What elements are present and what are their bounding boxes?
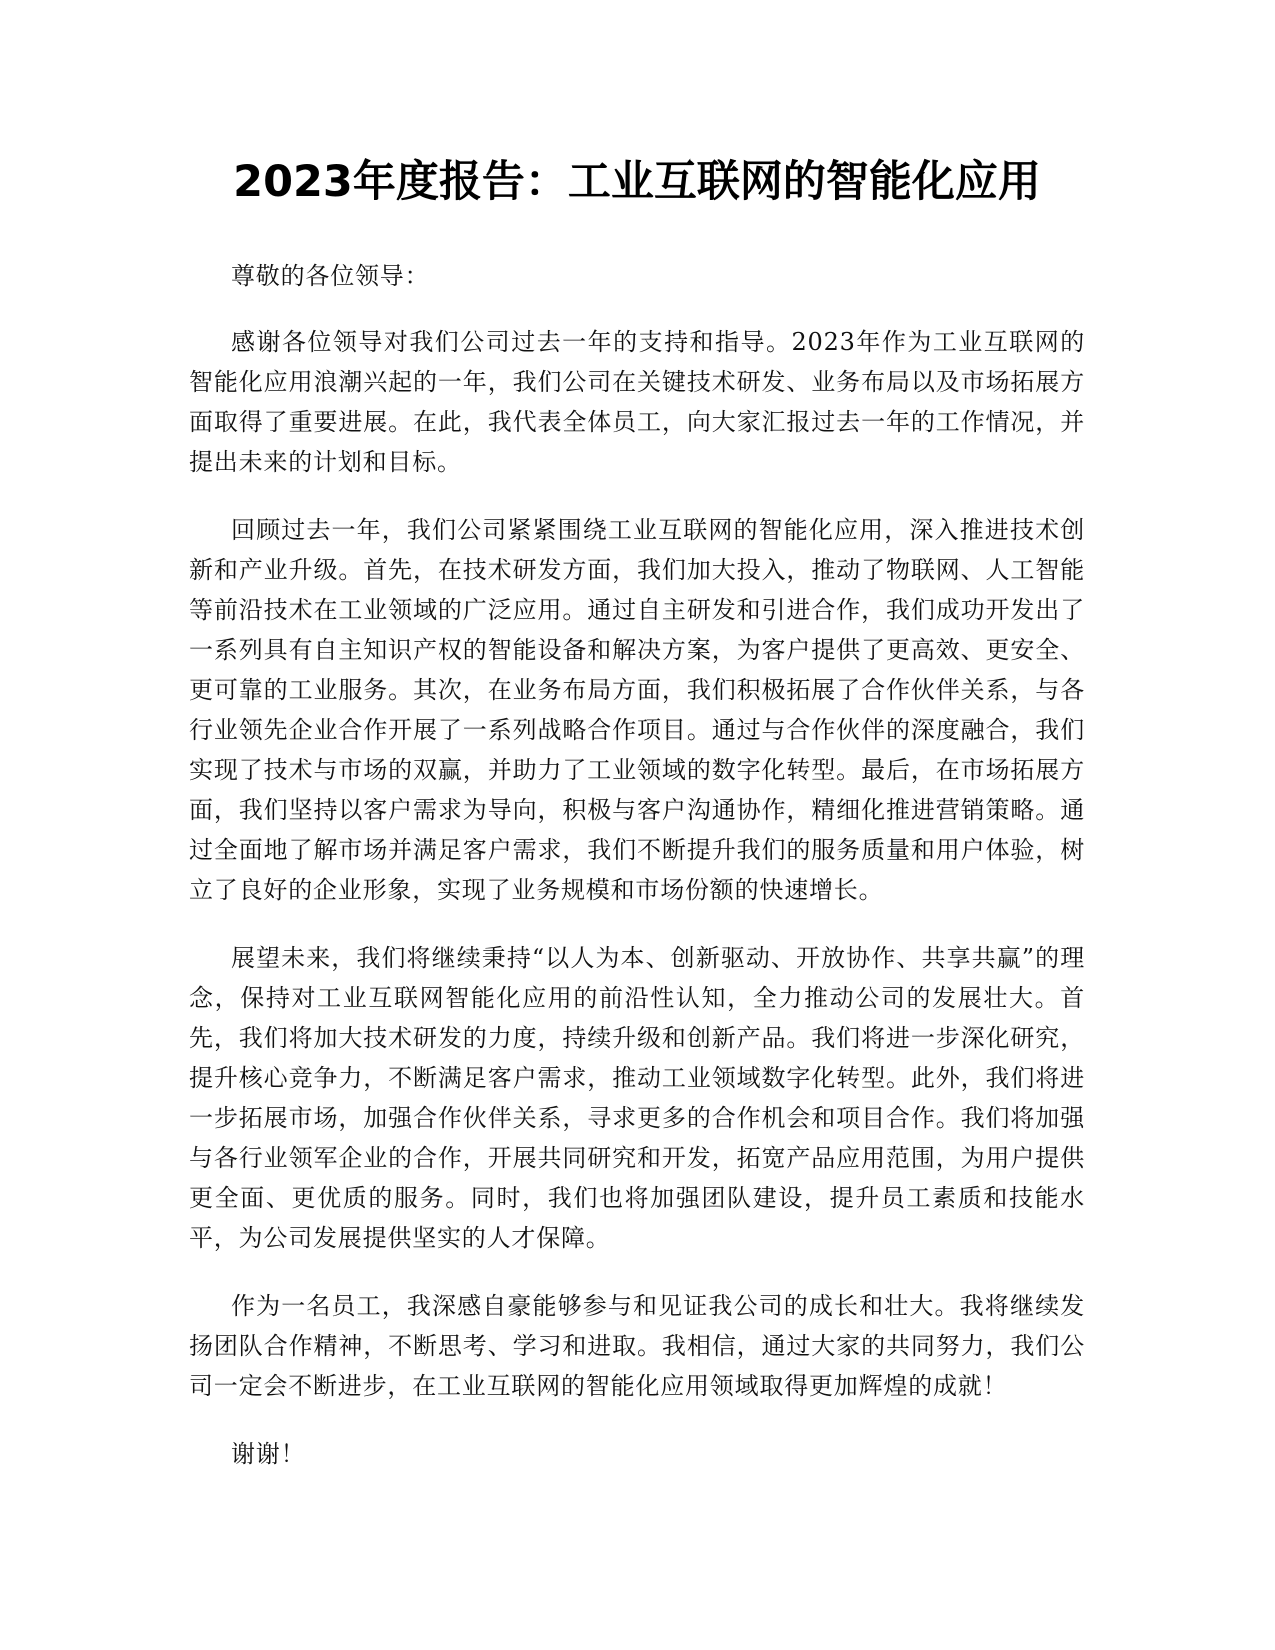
paragraph-personal: 作为一名员工，我深感自豪能够参与和见证我公司的成长和壮大。我将继续发扬团队合作精神，不断思考、学习和进取。我相信，通过大家的共同努力，我们公司一定会不断进步，在工业互联网的智能化应用领域取得更加辉煌的成就！ [189,1292,1085,1400]
greeting-line: 尊敬的各位领导： [231,262,430,290]
document-title: 2023年度报告：工业互联网的智能化应用 [233,157,1041,207]
closing-line: 谢谢！ [231,1440,306,1468]
paragraph-intro: 感谢各位领导对我们公司过去一年的支持和指导。2023年作为工业互联网的智能化应用浪潮兴起的一年，我们公司在关键技术研发、业务布局以及市场拓展方面取得了重要进展。在此，我代表全体员工，向大家汇报过去一年的工作情况，并提出未来的计划和目标。 [189,328,1085,476]
document-body [189,256,1085,1474]
paragraph-review: 回顾过去一年，我们公司紧紧围绕工业互联网的智能化应用，深入推进技术创新和产业升级。首先，在技术研发方面，我们加大投入，推动了物联网、人工智能等前沿技术在工业领域的广泛应用。通过自主研发和引进合作，我们成功开发出了一系列具有自主知识产权的智能设备和解决方案，为客户提供了更高效、更安全、更可靠的工业服务。其次，在业务布局方面，我们积极拓展了合作伙伴关系，与各行业领先企业合作开展了一系列战略合作项目。通过与合作伙伴的深度融合，我们实现了技术与市场的双赢，并助力了工业领域的数字化转型。最后，在市场拓展方面，我们坚持以客户需求为导向，积极与客户沟通协作，精细化推进营销策略。通过全面地了解市场并满足客户需求，我们不断提升我们的服务质量和用户体验，树立了良好的企业形象，实现了业务规模和市场份额的快速增长。 [189,516,1085,904]
paragraph-outlook: 展望未来，我们将继续秉持“以人为本、创新驱动、开放协作、共享共赢”的理念，保持对工业互联网智能化应用的前沿性认知，全力推动公司的发展壮大。首先，我们将加大技术研发的力度，持续升级和创新产品。我们将进一步深化研究，提升核心竞争力，不断满足客户需求，推动工业领域数字化转型。此外，我们将进一步拓展市场，加强合作伙伴关系，寻求更多的合作机会和项目合作。我们将加强与各行业领军企业的合作，开展共同研究和开发，拓宽产品应用范围，为用户提供更全面、更优质的服务。同时，我们也将加强团队建设，提升员工素质和技能水平，为公司发展提供坚实的人才保障。 [189,944,1085,1252]
